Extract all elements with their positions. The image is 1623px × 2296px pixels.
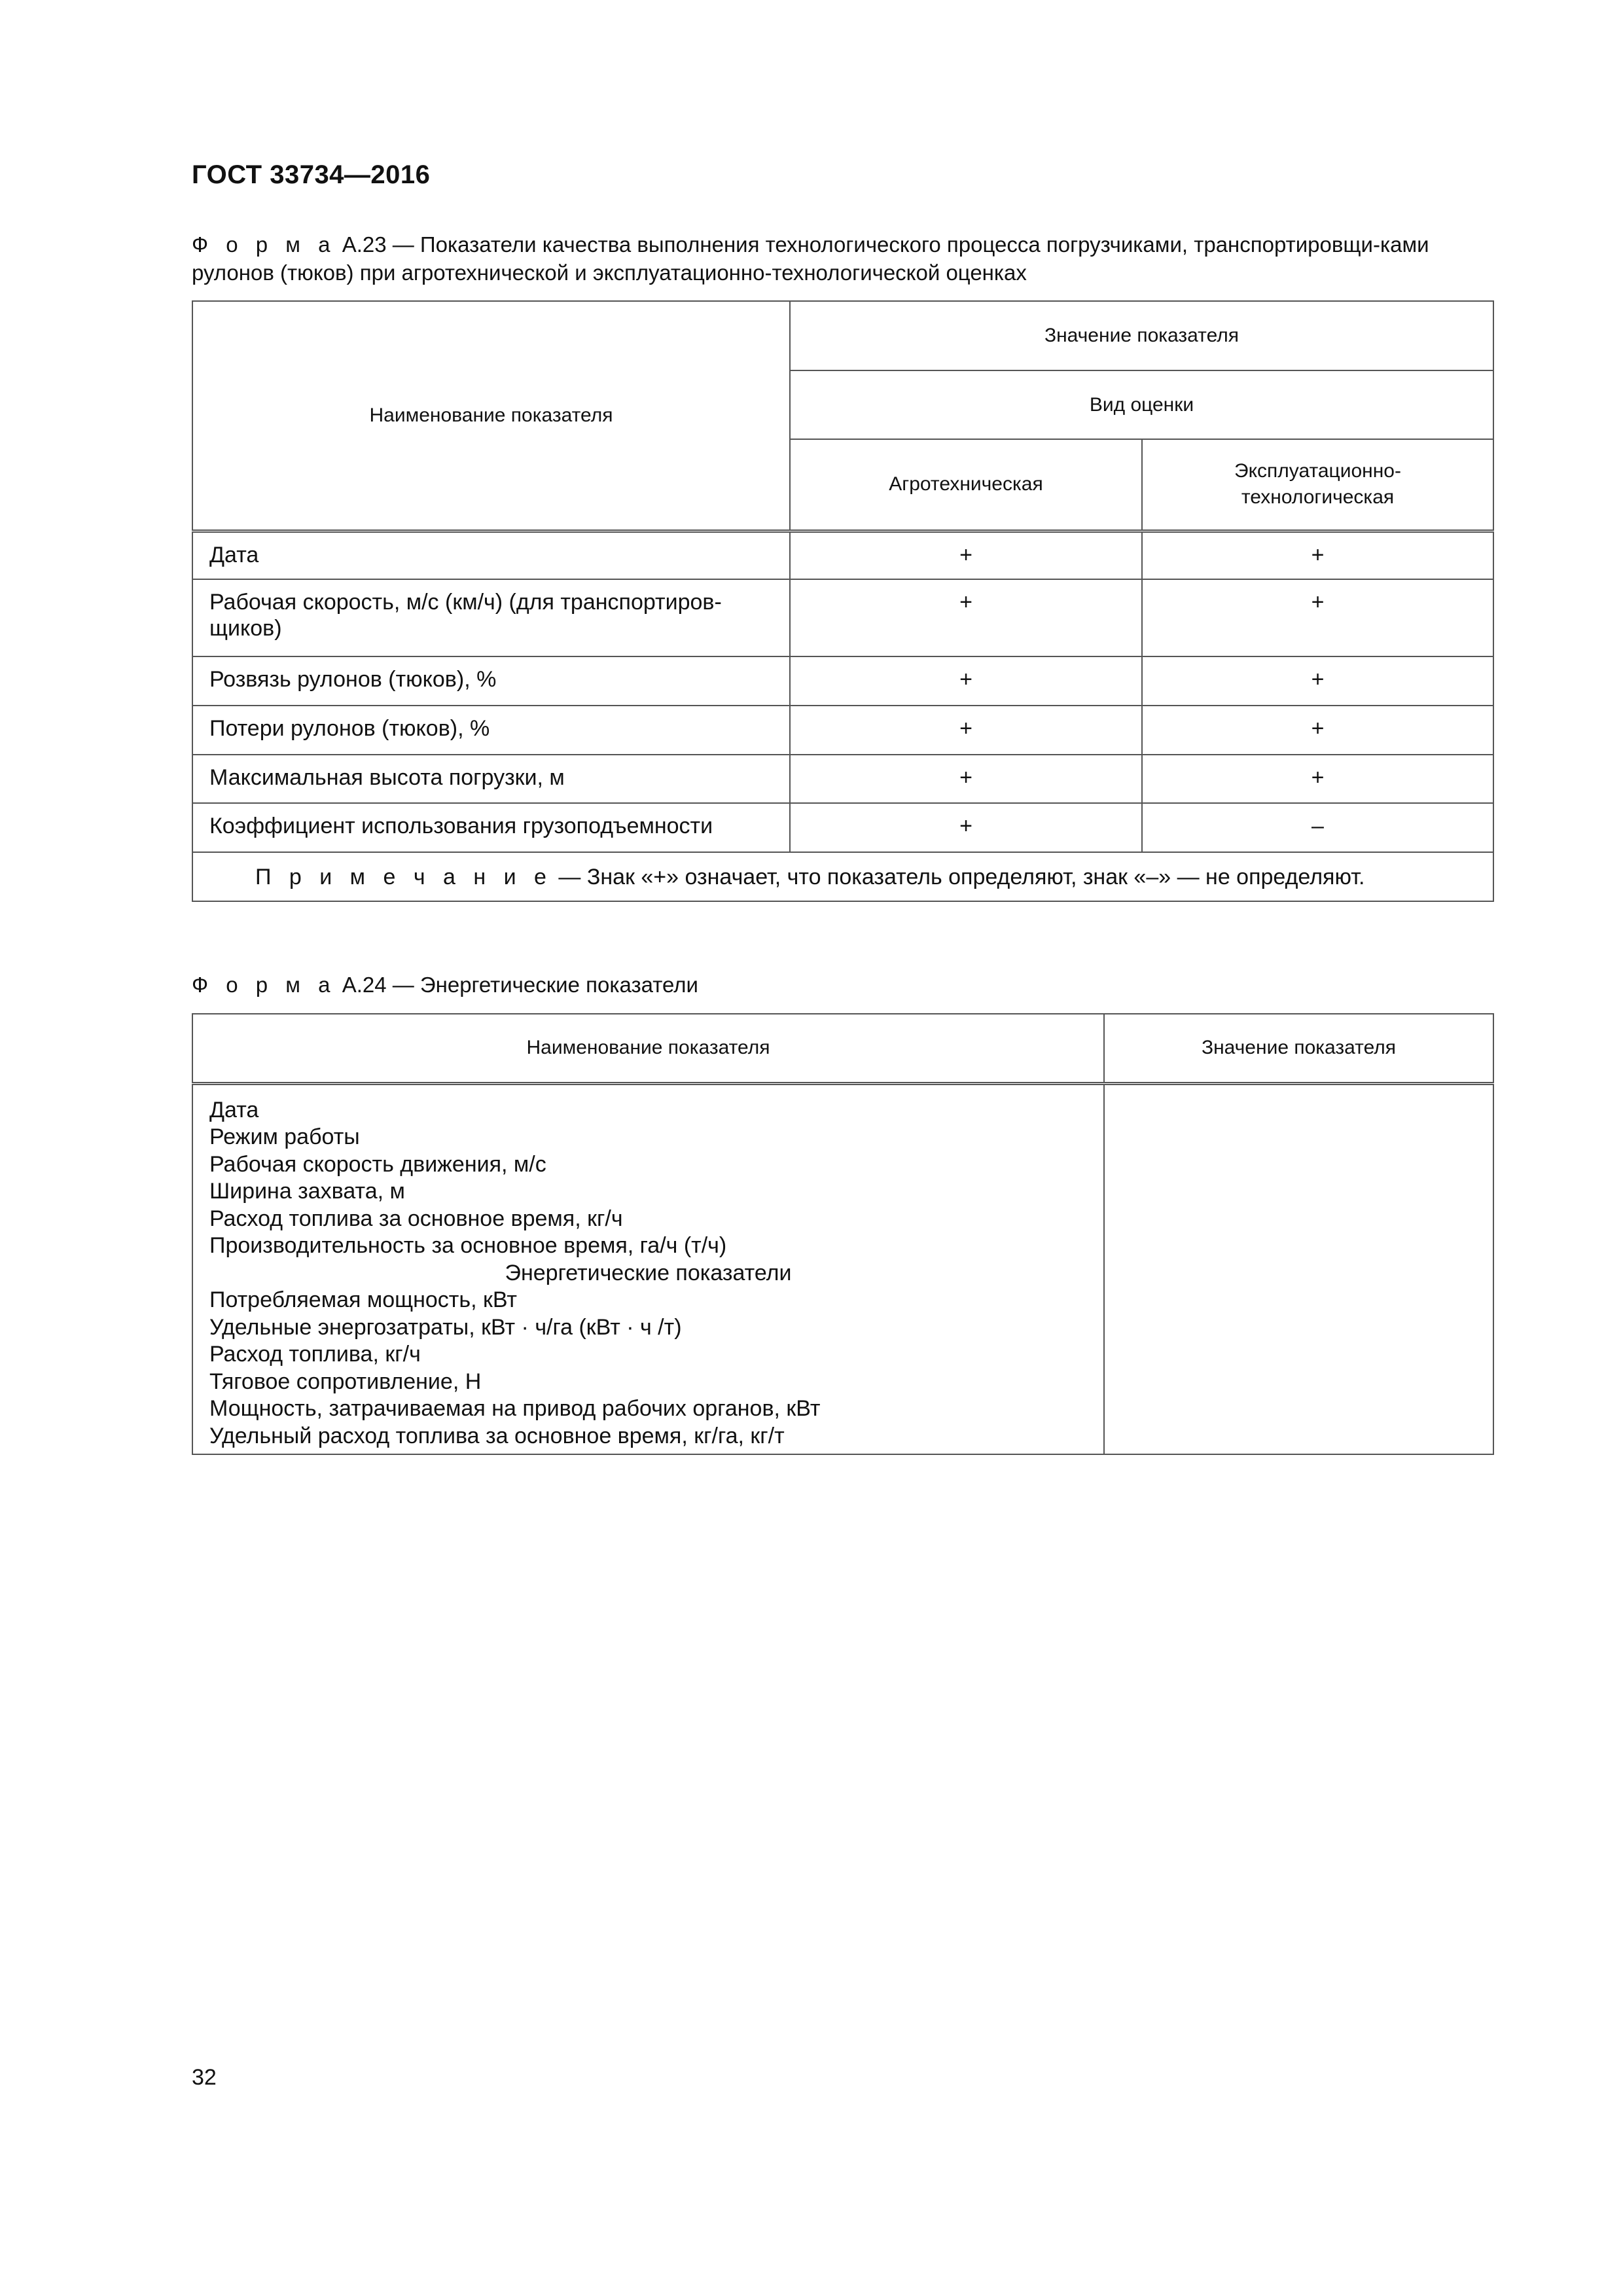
list-item: Режим работы [209, 1124, 360, 1149]
indicator-name: Дата [192, 531, 790, 579]
document-number: ГОСТ 33734—2016 [192, 160, 431, 189]
form-a23-caption-prefix: Ф о р м а [192, 232, 336, 257]
list-subheading: Энергетические показатели [505, 1260, 792, 1285]
list-item: Ширина захвата, м [209, 1179, 405, 1204]
table-row [192, 579, 1493, 656]
list-item: Удельный расход топлива за основное время, кг/га, кг/т [209, 1423, 785, 1448]
table-row [192, 755, 1493, 803]
form-a23-table [192, 300, 1494, 902]
header-indicator-value: Значение показателя [790, 301, 1493, 370]
agro-mark: + [790, 531, 1142, 579]
list-item: Расход топлива за основное время, кг/ч [209, 1206, 623, 1231]
indicator-name: Рабочая скорость, м/с (км/ч) (для транспортиров-щиков) [192, 579, 790, 656]
form-a24-caption [192, 971, 1494, 999]
list-item: Расход топлива, кг/ч [209, 1342, 421, 1367]
header-operational-technological [1142, 439, 1493, 531]
expl-mark: + [1142, 656, 1493, 706]
list-item: Удельные энергозатраты, кВт · ч/га (кВт · ч /т) [209, 1314, 682, 1340]
energy-indicator-list [192, 1083, 1104, 1454]
list-item: Мощность, затрачиваемая на привод рабочих органов, кВт [209, 1396, 821, 1421]
header-operational-line2: технологическая [1241, 486, 1395, 509]
indicator-name: Коэффициент использования грузоподъемности [192, 803, 790, 852]
agro-mark: + [790, 656, 1142, 706]
expl-mark: + [1142, 706, 1493, 755]
agro-mark: + [790, 755, 1142, 803]
indicator-name: Потери рулонов (тюков), % [192, 706, 790, 755]
form-a24-caption-prefix: Ф о р м а [192, 973, 336, 997]
agro-mark: + [790, 579, 1142, 656]
expl-mark: – [1142, 803, 1493, 852]
expl-mark: + [1142, 531, 1493, 579]
note-text: — Знак «+» означает, что показатель определяют, знак «–» — не определяют. [558, 864, 1365, 889]
form-a23-caption-text: А.23 — Показатели качества выполнения технологического процесса погрузчиками, транспортировщи-ками рулонов (тюков) при агротехнической и эксплуатационно-технологической оценках [192, 232, 1429, 285]
header-indicator-name: Наименование показателя [192, 1014, 1104, 1083]
header-indicator-value: Значение показателя [1104, 1014, 1493, 1083]
header-assessment-kind: Вид оценки [790, 370, 1493, 439]
header-operational-line1: Эксплуатационно- [1234, 460, 1401, 482]
expl-mark: + [1142, 579, 1493, 656]
form-a24-table [192, 1013, 1494, 1455]
list-item: Дата [209, 1097, 259, 1122]
energy-value-cell [1104, 1083, 1493, 1454]
header-indicator-name: Наименование показателя [192, 301, 790, 531]
table-note [192, 852, 1493, 901]
page-number: 32 [192, 2065, 217, 2090]
list-item: Потребляемая мощность, кВт [209, 1287, 517, 1312]
indicator-name: Максимальная высота погрузки, м [192, 755, 790, 803]
agro-mark: + [790, 803, 1142, 852]
indicator-name: Розвязь рулонов (тюков), % [192, 656, 790, 706]
note-prefix: П р и м е ч а н и е [255, 864, 552, 889]
table-row [192, 531, 1493, 579]
list-item: Рабочая скорость движения, м/с [209, 1151, 546, 1177]
expl-mark: + [1142, 755, 1493, 803]
table-row [192, 706, 1493, 755]
list-item: Тяговое сопротивление, Н [209, 1369, 482, 1394]
list-item: Производительность за основное время, га/ч (т/ч) [209, 1233, 727, 1258]
header-agrotechnical: Агротехническая [790, 439, 1142, 531]
agro-mark: + [790, 706, 1142, 755]
table-row [192, 656, 1493, 706]
form-a23-caption [192, 230, 1494, 287]
form-a24-caption-text: А.24 — Энергетические показатели [342, 973, 698, 997]
table-row [192, 803, 1493, 852]
